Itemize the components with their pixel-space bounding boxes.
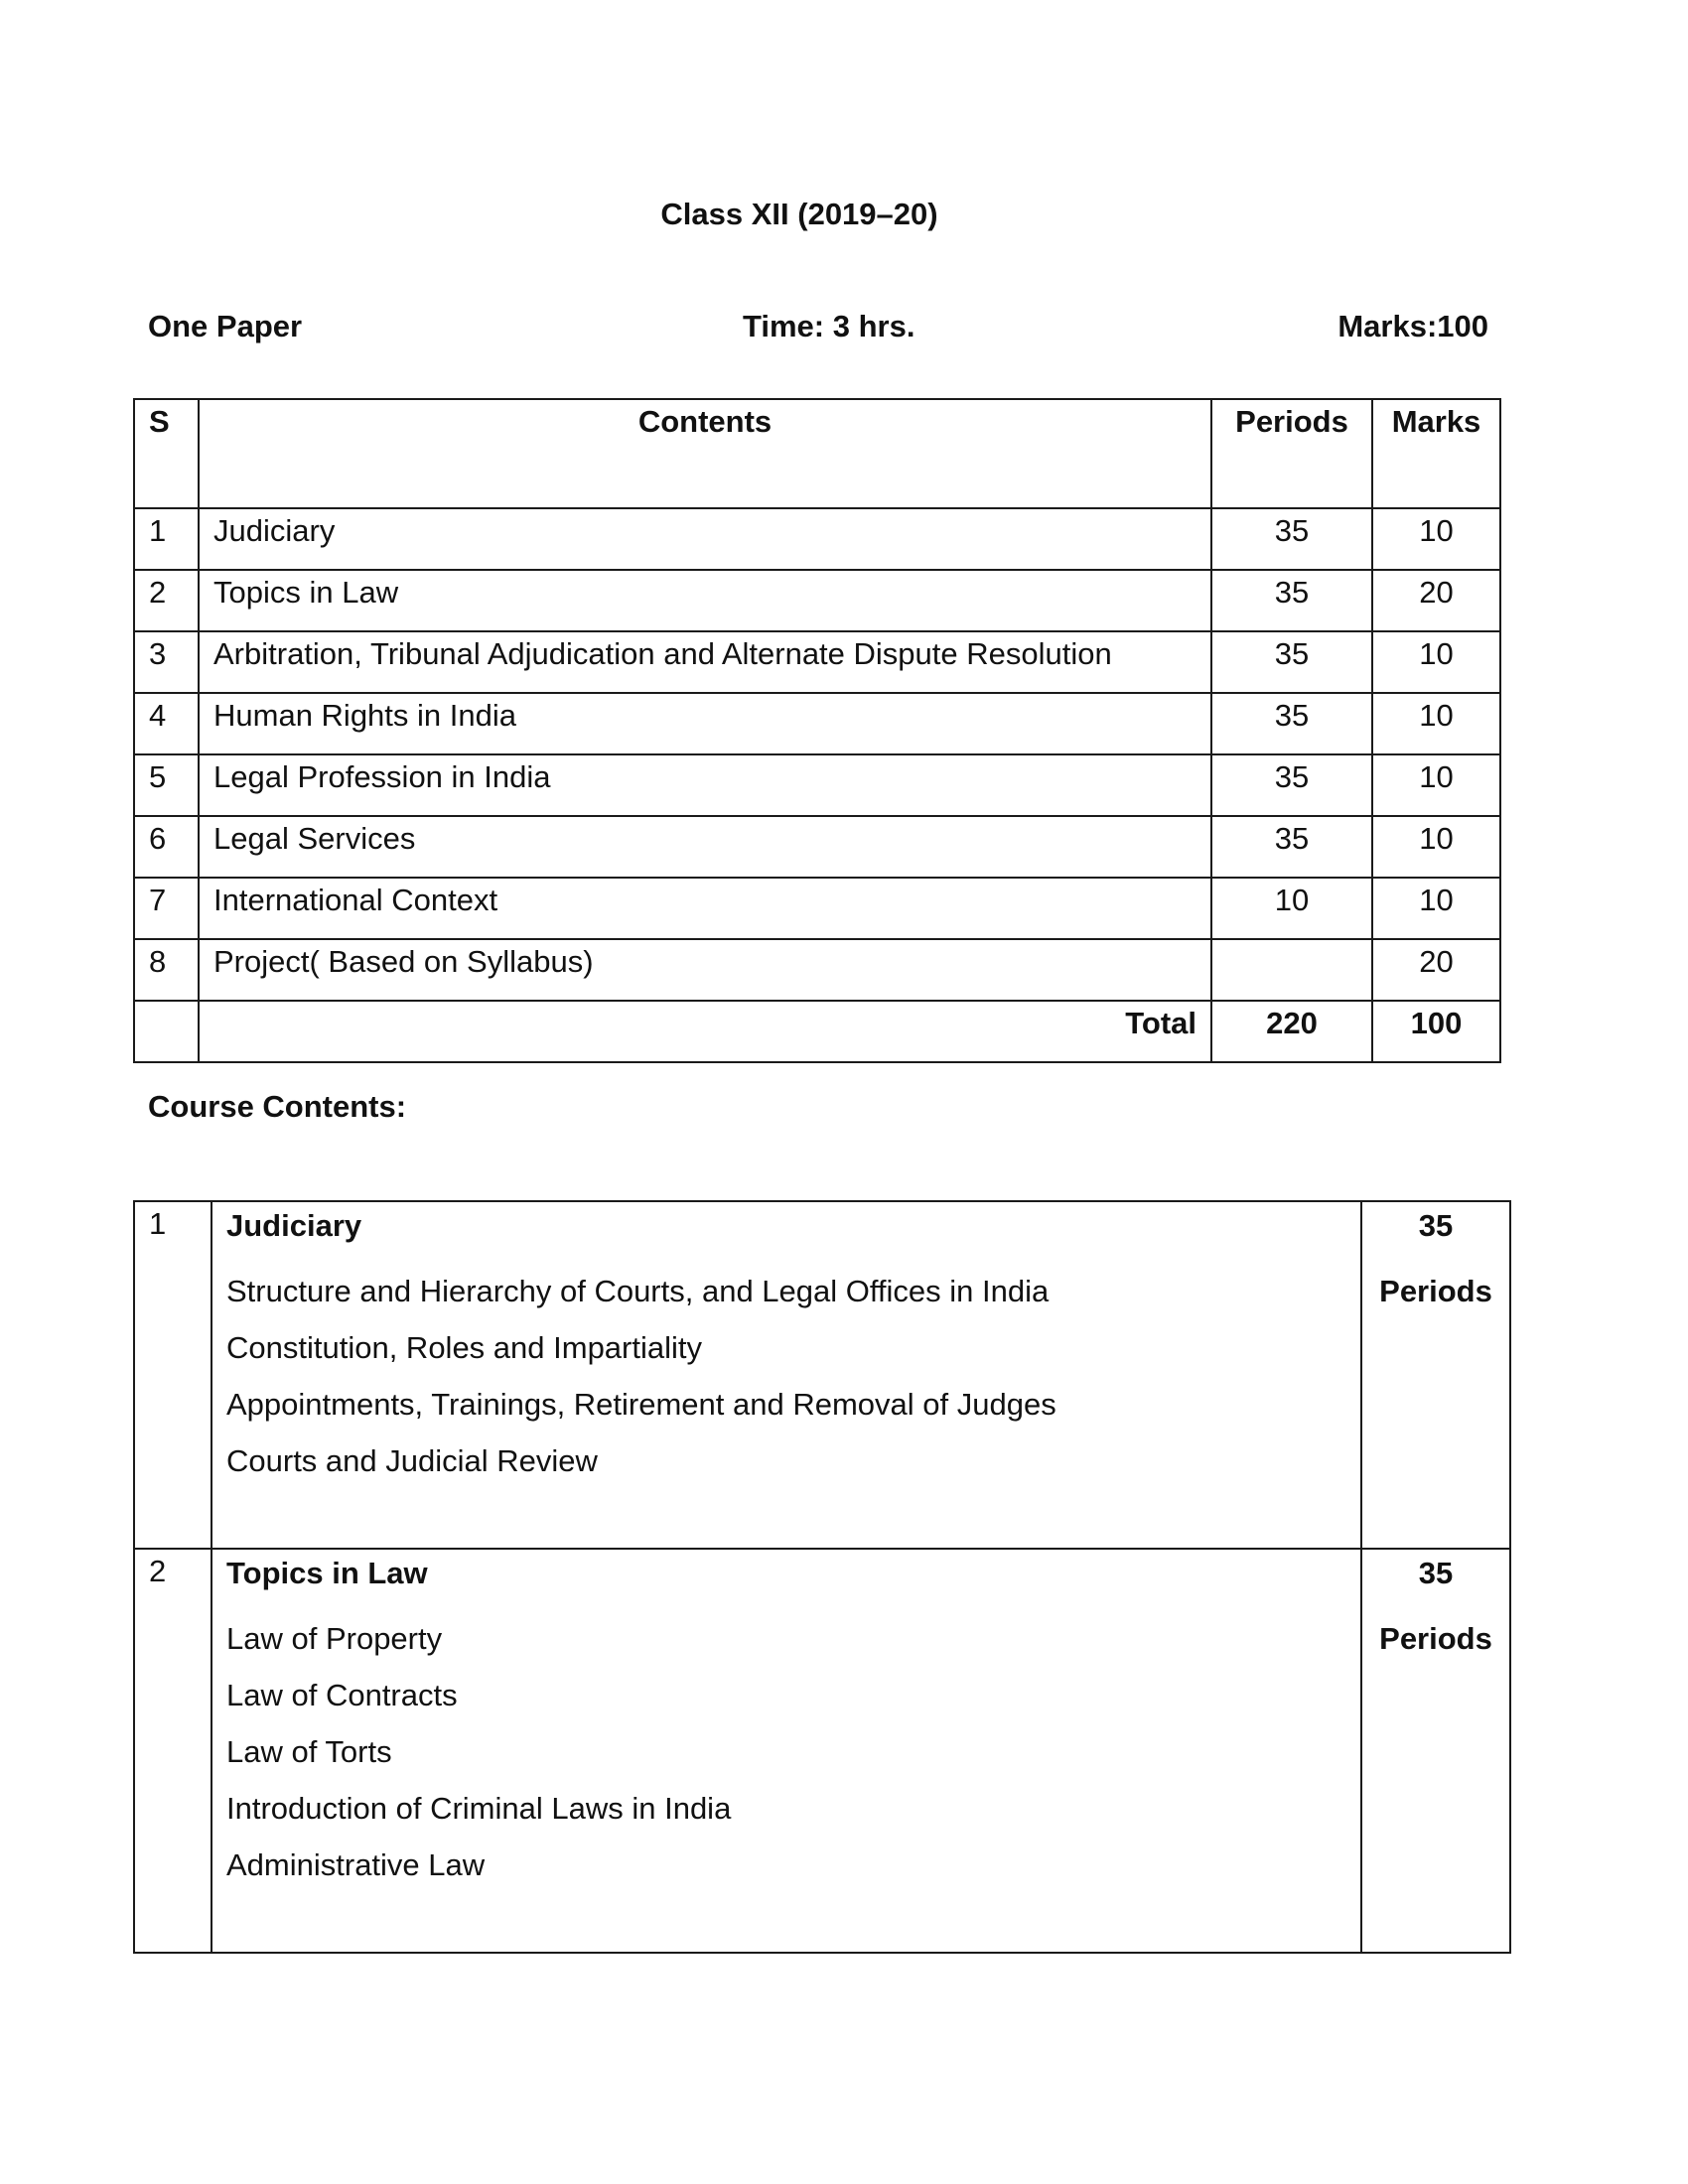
unit-periods-label: Periods xyxy=(1379,1621,1492,1656)
unit-periods-label: Periods xyxy=(1379,1274,1492,1308)
header-marks: Marks xyxy=(1372,399,1500,508)
unit-body xyxy=(211,1549,1361,1953)
row-marks: 20 xyxy=(1372,570,1500,631)
row-periods: 35 xyxy=(1211,754,1372,816)
total-label: Total xyxy=(199,1001,1211,1062)
table-row xyxy=(134,631,1500,693)
unit-periods xyxy=(1361,1201,1510,1549)
row-content: International Context xyxy=(199,878,1211,939)
row-periods: 35 xyxy=(1211,631,1372,693)
unit-topic: Introduction of Criminal Laws in India xyxy=(226,1791,732,1826)
paper-label: One Paper xyxy=(148,309,303,343)
row-periods: 10 xyxy=(1211,878,1372,939)
row-serial: 1 xyxy=(134,508,199,570)
row-content: Legal Services xyxy=(199,816,1211,878)
table-row xyxy=(134,816,1500,878)
unit-topic: Structure and Hierarchy of Courts, and Legal Offices in India xyxy=(226,1274,1050,1308)
table-row xyxy=(134,508,1500,570)
unit-body xyxy=(211,1201,1361,1549)
time-label: Time: 3 hrs. xyxy=(743,309,915,343)
page-title: Class XII (2019–20) xyxy=(660,197,938,231)
row-marks: 10 xyxy=(1372,693,1500,754)
course-unit-row xyxy=(134,1549,1510,1953)
row-serial: 3 xyxy=(134,631,199,693)
unit-topic: Law of Contracts xyxy=(226,1678,458,1712)
unit-periods xyxy=(1361,1549,1510,1953)
header-serial: S xyxy=(134,399,199,508)
unit-topic: Law of Property xyxy=(226,1621,443,1656)
row-marks: 10 xyxy=(1372,754,1500,816)
row-content: Arbitration, Tribunal Adjudication and Alternate Dispute Resolution xyxy=(199,631,1211,693)
row-serial: 6 xyxy=(134,816,199,878)
marks-label: Marks:100 xyxy=(1337,309,1488,343)
row-serial: 2 xyxy=(134,570,199,631)
course-contents-table xyxy=(133,1200,1511,1954)
unit-periods-number: 35 xyxy=(1418,1556,1454,1590)
row-content: Legal Profession in India xyxy=(199,754,1211,816)
row-marks: 20 xyxy=(1372,939,1500,1001)
row-marks: 10 xyxy=(1372,878,1500,939)
unit-topic: Appointments, Trainings, Retirement and Removal of Judges xyxy=(226,1387,1056,1422)
total-marks: 100 xyxy=(1372,1001,1500,1062)
row-periods: 35 xyxy=(1211,816,1372,878)
row-periods: 35 xyxy=(1211,693,1372,754)
header-periods: Periods xyxy=(1211,399,1372,508)
row-content: Judiciary xyxy=(199,508,1211,570)
unit-number: 1 xyxy=(134,1201,211,1549)
row-content: Topics in Law xyxy=(199,570,1211,631)
unit-topic: Law of Torts xyxy=(226,1734,392,1769)
unit-periods-number: 35 xyxy=(1418,1208,1454,1243)
row-marks: 10 xyxy=(1372,631,1500,693)
row-serial: 8 xyxy=(134,939,199,1001)
row-content: Project( Based on Syllabus) xyxy=(199,939,1211,1001)
table-row xyxy=(134,754,1500,816)
unit-number: 2 xyxy=(134,1549,211,1953)
row-marks: 10 xyxy=(1372,508,1500,570)
unit-title: Topics in Law xyxy=(226,1556,428,1590)
table-row xyxy=(134,570,1500,631)
table-row xyxy=(134,939,1500,1001)
total-serial-empty xyxy=(134,1001,199,1062)
row-periods: 35 xyxy=(1211,508,1372,570)
row-periods xyxy=(1211,939,1372,1001)
exam-meta-row xyxy=(148,309,1488,352)
row-serial: 7 xyxy=(134,878,199,939)
table-row xyxy=(134,693,1500,754)
unit-topic: Constitution, Roles and Impartiality xyxy=(226,1330,703,1365)
total-row xyxy=(134,1001,1500,1062)
row-serial: 5 xyxy=(134,754,199,816)
course-contents-heading: Course Contents: xyxy=(148,1089,407,1124)
total-periods: 220 xyxy=(1211,1001,1372,1062)
marks-summary-table xyxy=(133,398,1501,1063)
unit-title: Judiciary xyxy=(226,1208,362,1243)
unit-topic: Courts and Judicial Review xyxy=(226,1443,598,1478)
table-header-row xyxy=(134,399,1500,508)
row-content: Human Rights in India xyxy=(199,693,1211,754)
row-marks: 10 xyxy=(1372,816,1500,878)
header-contents: Contents xyxy=(199,399,1211,508)
row-periods: 35 xyxy=(1211,570,1372,631)
course-unit-row xyxy=(134,1201,1510,1549)
row-serial: 4 xyxy=(134,693,199,754)
unit-topic: Administrative Law xyxy=(226,1847,486,1882)
table-row xyxy=(134,878,1500,939)
